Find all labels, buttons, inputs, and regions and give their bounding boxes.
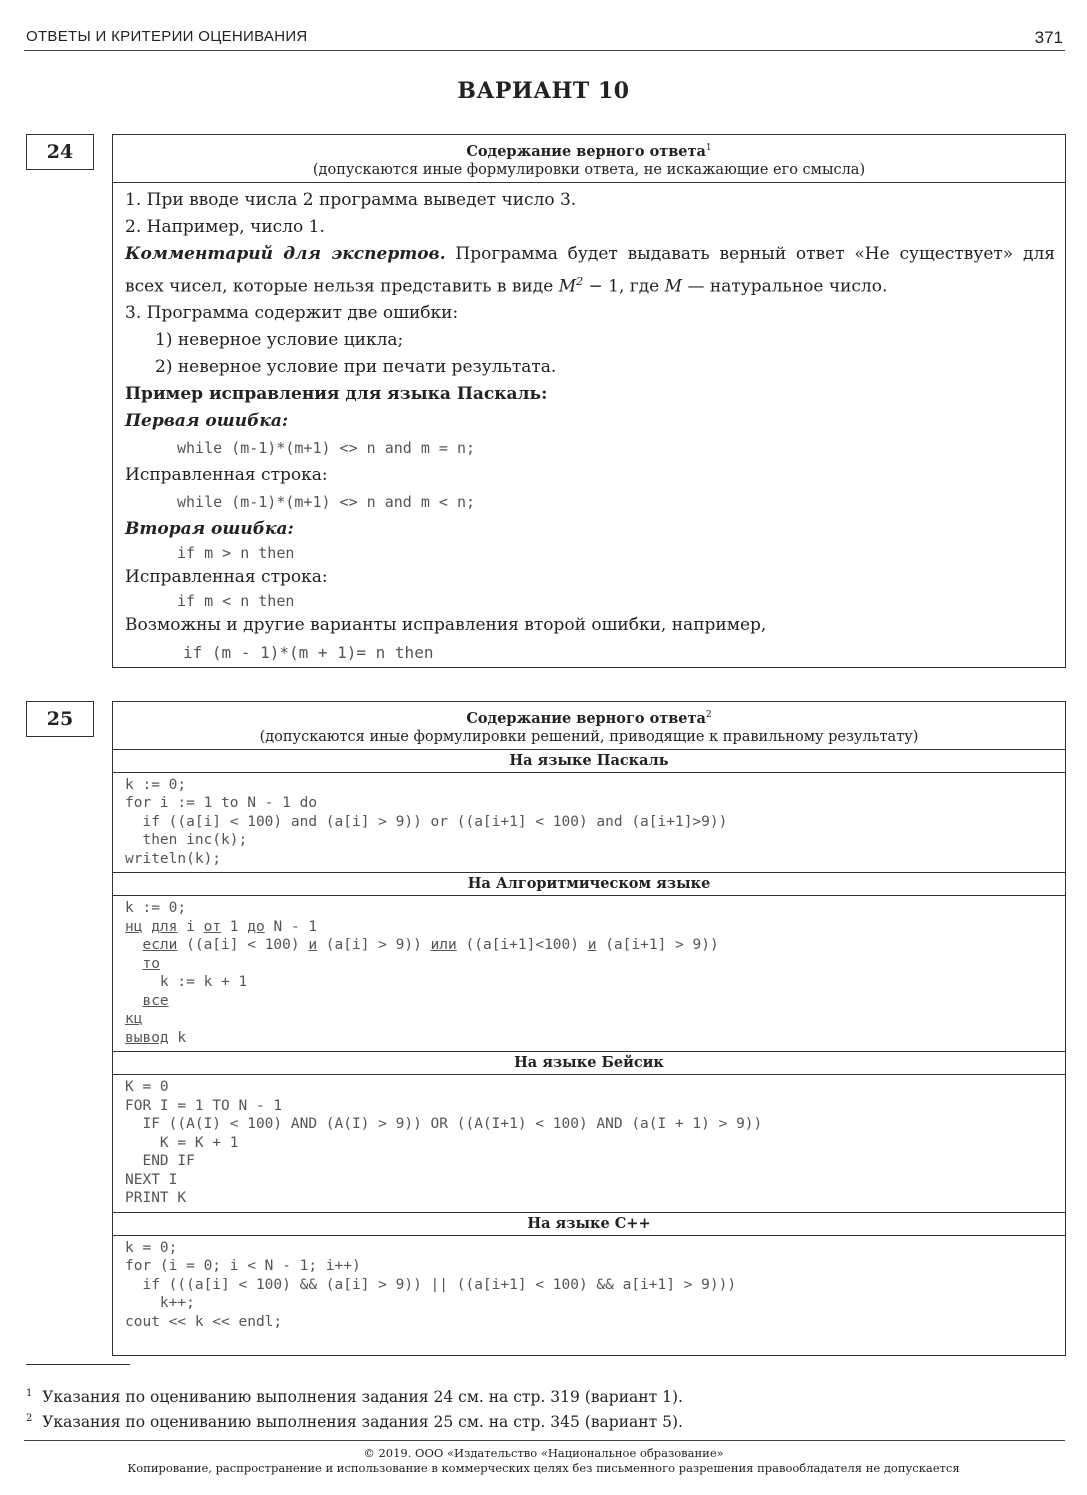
algo-code-block — [113, 896, 1065, 1051]
code-line: k := k + 1 — [159, 974, 248, 991]
code-line: k := 0; — [125, 776, 187, 793]
code-line: если ((a[i] < 100) и (a[i] > 9)) или ((a[i+1]<100) и (a[i+1] > 9)) — [142, 937, 719, 954]
other-variants-text: Возможны и другие варианты исправления второй ошибки, например, — [125, 615, 767, 636]
task-24-number: 24 — [26, 134, 94, 170]
basic-heading: На языке Бейсик — [113, 1051, 1065, 1075]
cpp-code-block — [113, 1236, 1065, 1336]
code-line: k++; — [125, 1295, 195, 1312]
error-item-1: 1) неверное условие цикла; — [155, 330, 404, 351]
fix-example-heading: Пример исправления для языка Паскаль: — [125, 384, 548, 405]
variant-title: ВАРИАНТ 10 — [457, 78, 630, 104]
code-line: вывод k — [125, 1029, 187, 1046]
code-line: if ((a[i] < 100) and (a[i] > 9)) or ((a[i+1] < 100) and (a[i+1]>9)) — [125, 813, 728, 830]
copy-notice: Копирование, распространение и использование в коммерческих целях без письменного разрешения правообладателя не допускается — [127, 1460, 960, 1475]
expert-comment-label: Комментарий для экспертов. — [125, 243, 446, 264]
code-line: for (i = 0; i < N - 1; i++) — [125, 1258, 361, 1275]
second-fixed-code: if m < n then — [177, 592, 295, 611]
code-line: NEXT I — [125, 1171, 178, 1188]
code-line: for i := 1 to N - 1 do — [125, 795, 318, 812]
answer-header-title: Содержание верного ответа$^2$ — [466, 709, 712, 727]
code-line: то — [142, 955, 160, 972]
second-error-code: if m > n then — [177, 544, 295, 563]
code-line: k := 0; — [125, 900, 187, 917]
code-line: FOR I = 1 TO N - 1 — [125, 1097, 283, 1114]
first-error-label: Первая ошибка: — [125, 411, 289, 432]
fixed-line-label: Исправленная строка: — [125, 465, 328, 486]
code-line: cout << k << endl; — [125, 1313, 283, 1330]
footnote-ref-2: 2 — [705, 710, 712, 720]
answer-line-1: 1. При вводе числа 2 программа выведет число 3. — [125, 189, 577, 210]
code-line: k = 0; — [125, 1239, 178, 1256]
task-25-number: 25 — [26, 701, 94, 737]
code-line: кц — [125, 1011, 143, 1028]
task-24-answer-box — [112, 134, 1066, 668]
code-line: IF ((A(I) < 100) AND (A(I) > 9)) OR ((A(I+1) < 100) AND (a(I + 1) > 9)) — [125, 1116, 763, 1133]
copyright-line: © 2019. ООО «Издательство «Национальное образование» — [363, 1446, 724, 1460]
code-line: if (((a[i] < 100) && (a[i] > 9)) || ((a[i+1] < 100) && a[i+1] > 9))) — [125, 1276, 737, 1293]
code-line: writeln(k); — [125, 850, 222, 867]
first-error-code: while (m-1)*(m+1) <> n and m = n; — [177, 439, 476, 458]
cpp-heading: На языке C++ — [113, 1212, 1065, 1236]
pascal-code-block — [113, 773, 1065, 873]
task-25-answer-box — [112, 701, 1066, 1356]
algo-heading: На Алгоритмическом языке — [113, 872, 1065, 896]
answer-header-subtitle: (допускаются иные формулировки решений, приводящие к правильному результату) — [259, 728, 919, 745]
fixed-line-label-2: Исправленная строка: — [125, 567, 328, 588]
first-fixed-code: while (m-1)*(m+1) <> n and m < n; — [177, 493, 476, 512]
code-line: K = 0 — [125, 1079, 169, 1096]
pascal-heading: На языке Паскаль — [113, 749, 1065, 773]
code-line: все — [142, 992, 169, 1009]
code-line: PRINT K — [125, 1190, 187, 1207]
answer-header-title: Содержание верного ответа$^1$ — [466, 142, 712, 160]
expert-comment: Комментарий для экспертов. Программа будет выдавать верный ответ «Не существует» для всех чисел, которые нельзя представить в виде $M^2 - 1$, где M — натуральное число. — [125, 243, 1055, 297]
task-24-answer-header — [113, 135, 1065, 183]
footnote-2: $^2$ Указания по оцениванию выполнения задания 25 см. на стр. 345 (вариант 5). — [26, 1413, 683, 1432]
answer-header-subtitle: (допускаются иные формулировки ответа, не искажающие его смысла) — [312, 161, 866, 178]
footnote-divider — [26, 1364, 130, 1365]
footnotes — [26, 1383, 683, 1433]
running-head: ОТВЕТЫ И КРИТЕРИИ ОЦЕНИВАНИЯ — [26, 28, 308, 45]
code-line: then inc(k); — [125, 832, 248, 849]
second-error-label: Вторая ошибка: — [125, 519, 294, 540]
code-line: END IF — [125, 1153, 195, 1170]
footer — [0, 1446, 1087, 1475]
answer-line-3: 3. Программа содержит две ошибки: — [125, 303, 459, 324]
footnote-1: $^1$ Указания по оцениванию выполнения задания 24 см. на стр. 319 (вариант 1). — [26, 1388, 683, 1407]
code-line: нц для i от 1 до N - 1 — [125, 918, 318, 935]
footnote-ref-1: 1 — [705, 143, 712, 153]
answer-line-2: 2. Например, число 1. — [125, 216, 325, 237]
footer-divider — [24, 1440, 1065, 1441]
error-item-2: 2) неверное условие при печати результата. — [155, 357, 557, 378]
other-variant-code: if (m - 1)*(m + 1)= n then — [183, 643, 434, 663]
code-line: K = K + 1 — [125, 1134, 239, 1151]
task-24-answer-body — [113, 183, 1065, 673]
header-divider — [24, 50, 1065, 51]
page-number: 371 — [1034, 28, 1063, 47]
basic-code-block — [113, 1075, 1065, 1212]
task-25-answer-header — [113, 702, 1065, 749]
